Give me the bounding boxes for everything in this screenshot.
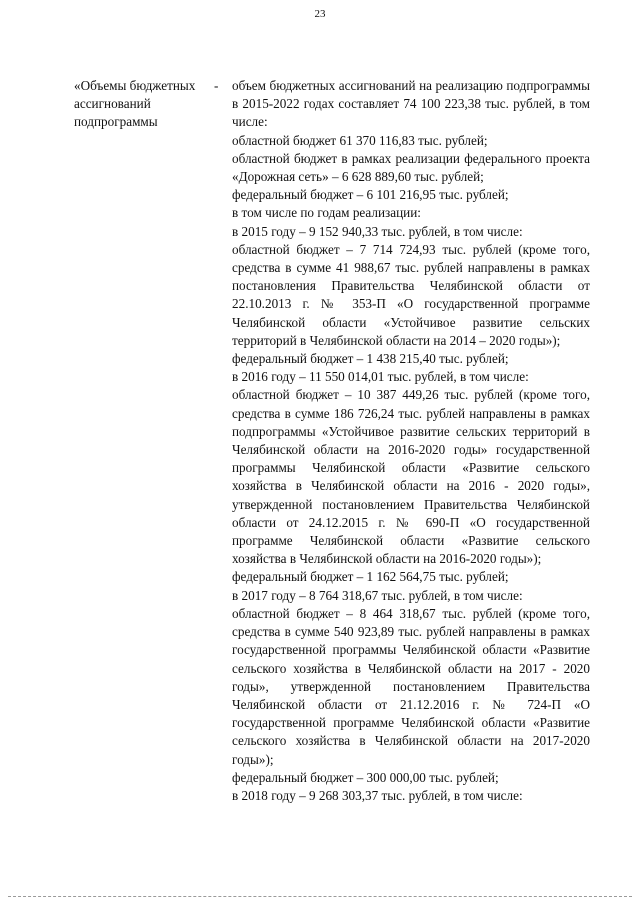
paragraph: областной бюджет – 7 714 724,93 тыс. рублей (кроме того, средства в сумме 41 988,67 тыс. рублей направлены в рамках постановления Правительства Челябинской области от 22.10.2013 г. № 353-П «О государственной программе Челябинской области «Устойчивое развитие сельских территорий в Челябинской области на 2014 – 2020 годы»); bbox=[232, 241, 590, 348]
paragraph: в 2016 году – 11 550 014,01 тыс. рублей, в том числе: bbox=[232, 369, 529, 385]
paragraph: областной бюджет 61 370 116,83 тыс. рублей; bbox=[232, 132, 488, 148]
paragraph: в 2018 году – 9 268 303,37 тыс. рублей, в том числе: bbox=[232, 787, 523, 803]
page-number: 23 bbox=[314, 8, 326, 20]
paragraph: федеральный бюджет – 1 438 215,40 тыс. рублей; bbox=[232, 351, 509, 367]
paragraph: федеральный бюджет – 300 000,00 тыс. рублей; bbox=[232, 769, 499, 785]
paragraph: областной бюджет – 10 387 449,26 тыс. рублей (кроме того, средства в сумме 186 726,24 тыс. рублей направлены в рамках подпрограммы «Устойчивое развитие сельских территорий в Челябинской области на 2016-2020 годы» государственной программы Челябинской области «Развитие сельского хозяйства в Челябинской области на 2016 - 2020 годы», утвержденной постановлением Правительства Челябинской области от 24.12.2015 г. № 690-П «О государственной программе Челябинской области «Развитие сельского хозяйства в Челябинской области на 2016-2020 годы»); bbox=[232, 387, 590, 567]
row-label: «Объемы бюджетных ассигнований подпрограммы bbox=[74, 78, 196, 130]
page-bottom-rule bbox=[8, 896, 632, 897]
row-dash: - bbox=[214, 78, 219, 93]
row-content bbox=[232, 77, 590, 805]
paragraph: областной бюджет – 8 464 318,67 тыс. рублей (кроме того, средства в сумме 540 923,89 тыс. рублей направлены в рамках государственной программы Челябинской области «Развитие сельского хозяйства в Челябинской области на 2017 - 2020 годы», утвержденной постановлением Правительства Челябинской области от 21.12.2016 г. № 724-П «О государственной программе Челябинской области «Развитие сельского хозяйства в Челябинской области на 2017-2020 годы»); bbox=[232, 605, 590, 767]
paragraph: федеральный бюджет – 6 101 216,95 тыс. рублей; bbox=[232, 187, 509, 203]
paragraph: федеральный бюджет – 1 162 564,75 тыс. рублей; bbox=[232, 569, 509, 585]
paragraph: объем бюджетных ассигнований на реализацию подпрограммы в 2015-2022 годах составляет 74 100 223,38 тыс. рублей, в том числе: bbox=[232, 78, 590, 130]
paragraph: в том числе по годам реализации: bbox=[232, 205, 421, 221]
paragraph: в 2015 году – 9 152 940,33 тыс. рублей, в том числе: bbox=[232, 223, 523, 239]
paragraph: областной бюджет в рамках реализации федерального проекта «Дорожная сеть» – 6 628 889,60 тыс. рублей; bbox=[232, 150, 590, 185]
paragraph: в 2017 году – 8 764 318,67 тыс. рублей, в том числе: bbox=[232, 587, 523, 603]
